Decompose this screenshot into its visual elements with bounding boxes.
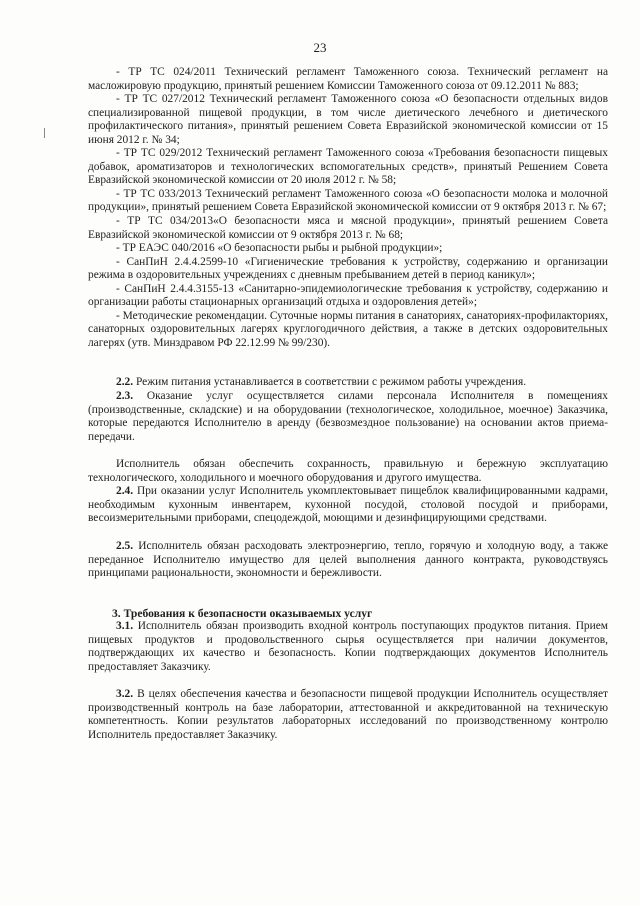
clause-3-2 bbox=[88, 688, 608, 742]
clause-2-4 bbox=[88, 485, 608, 526]
clause-2-2 bbox=[88, 376, 608, 390]
clause-3-1 bbox=[88, 620, 608, 674]
section-3-title: 3. Требования к безопасности оказываемых услуг bbox=[112, 606, 373, 620]
page-number: 23 bbox=[313, 40, 327, 55]
regulation-item: - ТР ТС 027/2012 Технический регламент Таможенного союза «О безопасности отдельных видов специализированной пищевой продукции, в том числе диетического лечебного и диетического профилактического питания», принятый решением Совета Евразийской экономической комиссии от 15 июня 2012 г. № 34; bbox=[88, 93, 608, 146]
regulation-item: - ТР ЕАЭС 040/2016 «О безопасности рыбы и рыбной продукции»; bbox=[116, 242, 443, 255]
clause-number: 2.4. bbox=[116, 485, 134, 498]
clause-text: При оказании услуг Исполнитель укомплектовывает пищеблок квалифицированными кадрами, необходимым кухонным инвентарем, кухонной посудой, столовой посудой и приборами, весоизмерительными приборами, спецодеждой, моющими и дезинфицирующими средствами. bbox=[88, 485, 608, 525]
clause-number: 3.1. bbox=[116, 620, 134, 633]
clause-2-3 bbox=[88, 390, 608, 444]
clause-text: Режим питания устанавливается в соответствии с режимом работы учреждения. bbox=[135, 376, 527, 389]
clause-text: Исполнитель обязан производить входной контроль поступающих продуктов питания. Прием пищевых продуктов и продовольственного сырья осуществляется при наличии документов, подтверждающих их качество и безопасность. Копии подтверждающих документов Исполнитель предоставляет Заказчику. bbox=[88, 620, 608, 673]
regulation-item: - СанПиН 2.4.4.2599-10 «Гигиенические требования к устройству, содержанию и организации режима в оздоровительных учреждениях с дневным пребыванием детей в период каникул»; bbox=[88, 255, 608, 282]
clause-2-3-note: Исполнитель обязан обеспечить сохранность, правильную и бережную эксплуатацию технологического, холодильного и моечного оборудования и другого имущества. bbox=[88, 458, 608, 484]
regulation-item: - Методические рекомендации. Суточные нормы питания в санаториях, санаториях-профилакториях, санаторных оздоровительных лагерях круглогодичного действия, а также в детских оздоровительных лагерях (утв. Минздравом РФ 22.12.99 № 99/230). bbox=[88, 309, 608, 349]
clause-2-5 bbox=[88, 540, 608, 581]
regulation-item: - ТР ТС 029/2012 Технический регламент Таможенного союза «Требования безопасности пищевых добавок, ароматизаторов и технологических вспомогательных средств», принятый Решением Совета Евразийской экономической комиссии от 20 июля 2012 г. № 58; bbox=[88, 147, 608, 187]
clause-number: 2.5. bbox=[116, 539, 134, 552]
regulation-item: - ТР ТС 024/2011 Технический регламент Таможенного союза. Технический регламент на масложировую продукцию, принятый решением Комиссии Таможенного союза от 09.12.2011 № 883; bbox=[88, 66, 608, 92]
document-body bbox=[88, 66, 608, 743]
clause-text: Оказание услуг осуществляется силами персонала Исполнителя в помещениях (производственные, складские) и на оборудовании (технологическое, холодильное, моечное) Заказчика, которые передаются Исполнителю в аренду (безвозмездное пользование) на основании актов приема-передачи. bbox=[88, 390, 608, 443]
regulation-item: - ТР ТС 033/2013 Технический регламент Таможенного союза «О безопасности молока и молочной продукции», принятый решением Совета Евразийской экономической комиссии от 9 октября 2013 г. № 67; bbox=[88, 187, 608, 214]
clause-number: 3.2. bbox=[116, 688, 134, 701]
clause-text: В целях обеспечения качества и безопасности пищевой продукции Исполнитель осуществляет производственный контроль на базе лаборатории, аттестованной и аккредитованной на техническую компетентность. Копии результатов лабораторных исследований по производственному контролю Исполнитель предоставляет Заказчику. bbox=[88, 688, 608, 741]
regulation-item: - СанПиН 2.4.4.3155-13 «Санитарно-эпидемиологические требования к устройству, содержанию и организации работы стационарных организаций отдыха и оздоровления детей»; bbox=[88, 282, 608, 309]
clause-number: 2.2. bbox=[116, 376, 134, 389]
clause-text: Исполнитель обязан расходовать электроэнергию, тепло, горячую и холодную воду, а также переданное Исполнителю имущество для целей выполнения данного контракта, руководствуясь принципами рациональности, экономности и бережливости. bbox=[88, 539, 609, 580]
regulation-item: - ТР ТС 034/2013«О безопасности мяса и мясной продукции», принятый решением Совета Евразийской экономической комиссии от 9 октября 2013 г. № 68; bbox=[88, 215, 608, 241]
clause-number: 2.3. bbox=[116, 390, 134, 403]
margin-mark bbox=[44, 128, 45, 138]
